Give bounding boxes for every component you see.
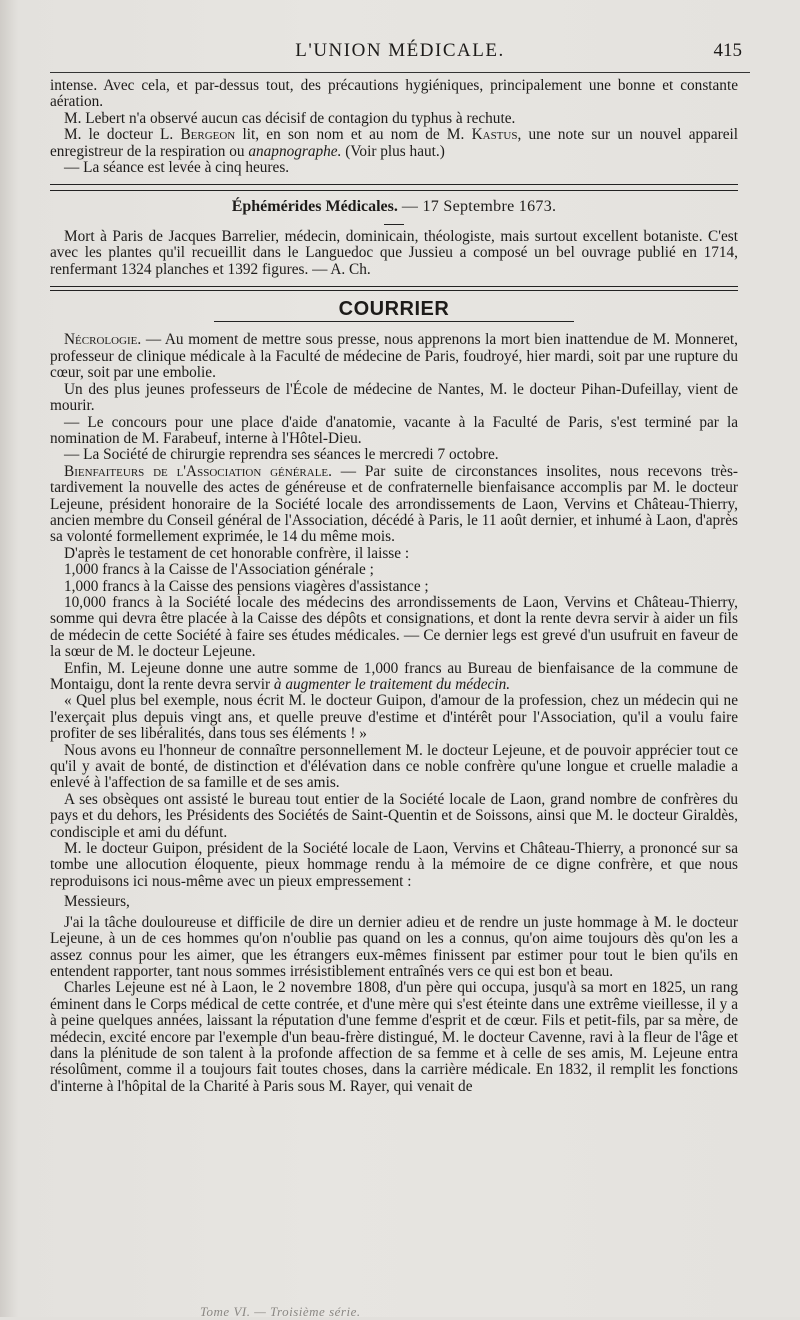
paragraph-enfin: Enfin, M. Lejeune donne une autre somme de 1,000 francs au Bureau de bienfaisance de la commune de Montaigu, dont la rente devra servir à augmenter le traitement du médecin.	[50, 659, 738, 693]
paragraph-guipon-quote: « Quel plus bel exemple, nous écrit M. le docteur Guipon, d'amour de la profession, chez un médecin qui ne l'exerçait plus depuis vingt ans, et quelle preuve d'estime et d'intérêt pour l'Association, qu'il a voulu faire profiter de ses libéralités, dans tous ses éléments ! »	[50, 692, 738, 743]
short-dash	[384, 224, 404, 225]
ephemerides-heading	[50, 199, 738, 215]
page-header	[50, 40, 750, 70]
salutation: Messieurs,	[64, 893, 130, 911]
section-separator	[50, 184, 738, 191]
bequest-item: 1,000 francs à la Caisse des pensions viagères d'assistance ;	[64, 577, 429, 595]
paragraph-lebert: M. Lebert n'a observé aucun cas décisif de contagion du typhus à rechute.	[64, 109, 516, 127]
bequest-item: 10,000 francs à la Société locale des médecins des arrondissements de Laon, Vervins et Château-Thierry, somme qui devra être placée à la Caisse des dépôts et consignations, et dont la rente devra servir à aider un fils de médecin de cette Société à faire ses études médicales. — Ce dernier legs est grevé d'un usufruit en faveur de la sœur de M. le docteur Lejeune.	[50, 593, 738, 661]
paragraph-bienfaiteurs: Bienfaiteurs de l'Association générale. — Par suite de circonstances insolites, nous recevons très-tardivement la nouvelle des actes de généreuse et de confraternelle bienfaisance accomplis par M. le docteur Lejeune, président honoraire de la Société locale des arrondissements de Laon, Vervins et Château-Thierry, ancien membre du Conseil général de l'Association, décédé à Paris, le 11 août dernier, et inhumé à Laon, d'après sa volonté formellement exprimée, le 14 du même mois.	[50, 462, 738, 546]
page-number: 415	[713, 40, 742, 61]
paragraph-testament: D'après le testament de cet honorable confrère, il laisse :	[64, 544, 410, 562]
paragraph-intense: intense. Avec cela, et par-dessus tout, des précautions hygiéniques, principalement une bonne et constante aération.	[50, 77, 738, 111]
page-content	[50, 78, 738, 1095]
paragraph-seance-levee: — La séance est levée à cinq heures.	[64, 159, 290, 177]
ephemerides-title: Éphémérides Médicales.	[231, 198, 398, 216]
paragraph-tache: J'ai la tâche douloureuse et difficile de dire un dernier adieu et de rendre un juste hommage à M. le docteur Lejeune, à un de ces hommes qu'on n'oublie pas quand on les a connus, qu'on aime toujours dès qu'on les a assez connus pour les aimer, que les étrangers eux-mêmes finissent par estimer pour tout le bien qu'ils en entendent rapporter, tant nous sommes irrésistiblement entraînés vers ce qui est bon et beau.	[50, 913, 738, 980]
paragraph-concours: — Le concours pour une place d'aide d'anatomie, vacante à la Faculté de Paris, s'est terminé par la nomination de M. Farabeuf, interne à l'Hôtel-Dieu.	[50, 413, 738, 447]
paragraph-honneur: Nous avons eu l'honneur de connaître personnellement M. le docteur Lejeune, et de pouvoir apprécier tout ce qu'il y avait de bonté, de distinction et d'élévation dans ce noble confrère qu'une longue et cruelle maladie a enlevé à l'affection de sa famille et de ses amis.	[50, 741, 738, 792]
courrier-rule	[214, 321, 574, 322]
paragraph-nantes: Un des plus jeunes professeurs de l'École de médecine de Nantes, M. le docteur Pihan-Dufeillay, vient de mourir.	[50, 380, 738, 415]
paragraph-allocution: M. le docteur Guipon, président de la Société locale de Laon, Vervins et Château-Thierry, a prononcé sur sa tombe une allocution éloquente, pieux hommage rendu à la mémoire de ce digne confrère, et que nous reproduisons ici nous-même avec un pieux empressement :	[50, 840, 738, 890]
ephemerides-text: Mort à Paris de Jacques Barrelier, médecin, dominicain, théologiste, mais surtout excellent botaniste. C'est avec les plantes qu'il recueillit dans le Languedoc que Jussieu a composé un bel ouvrage publié en 1714, renfermant 1324 planches et 1392 figures. — A. Ch.	[50, 227, 738, 278]
paragraph-necrologie: Nécrologie. — Au moment de mettre sous presse, nous apprenons la mort bien inattendue de M. Monneret, professeur de clinique médicale à la Faculté de médecine de Paris, foudroyé, hier mardi, soit par une rupture du cœur, soit par une embolie.	[50, 331, 738, 382]
header-rule	[50, 72, 750, 73]
paragraph-bergeon: M. le docteur L. Bergeon lit, en son nom et au nom de M. Kastus, une note sur un nouvel appareil enregistreur de la respiration ou anapnographe. (Voir plus haut.)	[50, 126, 738, 160]
section-separator	[50, 286, 738, 291]
running-title: L'UNION MÉDICALE.	[295, 40, 505, 61]
page-footer: Tome VI. — Troisième série.	[200, 1304, 361, 1319]
courrier-title: COURRIER	[338, 298, 450, 321]
bequest-item: 1,000 francs à la Caisse de l'Association générale ;	[64, 561, 374, 579]
paragraph-chirurgie: — La Société de chirurgie reprendra ses séances le mercredi 7 octobre.	[64, 446, 499, 464]
paragraph-charles-lejeune: Charles Lejeune est né à Laon, le 2 novembre 1808, d'un père qui occupa, jusqu'à sa mort en 1825, un rang éminent dans le Corps médical de cette contrée, et d'une mère qui s'est éteinte dans une extrême vieillesse, il y a à peine quelques années, laissant la réputation d'une femme d'esprit et de cœur. Fils et petit-fils, par sa mère, de médecin, excité encore par l'exemple d'un beau-frère distingué, M. le docteur Cavenne, ravi à la fleur de l'âge et dans la plénitude de son talent à la profonde affection de sa femme et à celle de ses amis, M. Lejeune entra résolûment, comme il a toujours fait toutes choses, dans la carrière médicale. En 1832, il remplit les fonctions d'interne à l'hôpital de la Charité à Paris sous M. Rayer, qui venait de	[50, 979, 738, 1095]
paragraph-obseques: A ses obsèques ont assisté le bureau tout entier de la Société locale de Laon, grand nombre de confrères du pays et du dehors, les Présidents des Sociétés de Saint-Quentin et de Soissons, ainsi que M. le docteur Giraldès, condisciple et ami du défunt.	[50, 790, 738, 841]
ephemerides-date: — 17 Septembre 1673.	[401, 198, 557, 216]
